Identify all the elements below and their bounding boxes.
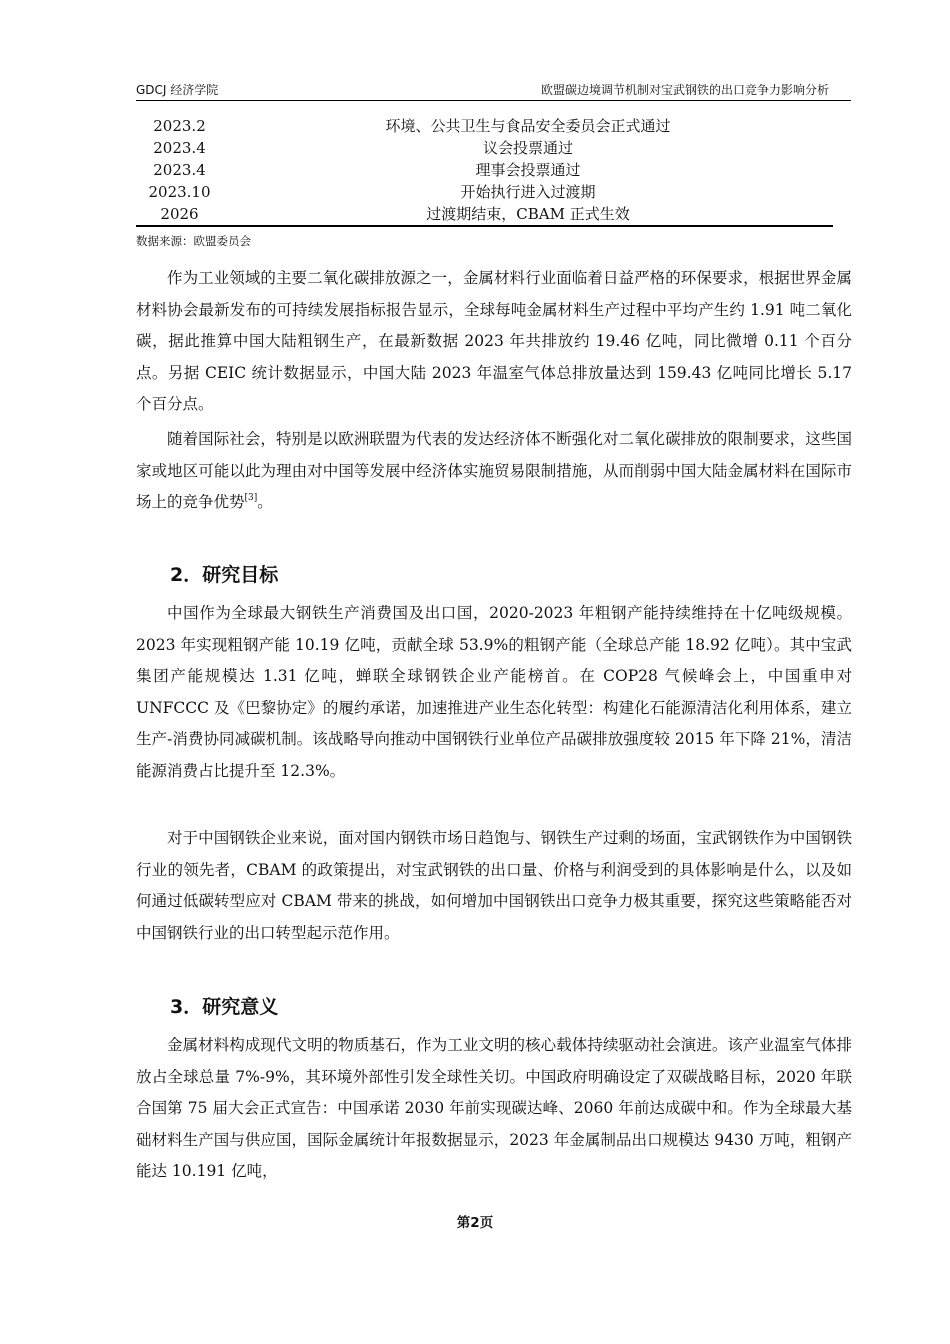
page-number: 第2页 [456, 1215, 494, 1231]
paragraph-trade-restrictions [136, 424, 852, 519]
timeline-date: 2026 [160, 205, 199, 223]
table-row [136, 115, 833, 137]
paragraph-metal-materials: 金属材料构成现代文明的物质基石，作为工业文明的核心载体持续驱动社会演进。该产业温室气体排放占全球总量 7%-9%，其环境外部性引发全球性关切。中国政府明确设定了双碳战略目标，2020 年联合国第 75 届大会正式宣告：中国承诺 2030 年前实现碳达峰、2060 年前达成碳中和。作为全球最大基础材料生产国与供应国，国际金属统计年报数据显示，2023 年金属制品出口规模达 9430 万吨，粗钢产能达 10.191 亿吨， [136, 1036, 852, 1180]
timeline-event: 议会投票通过 [482, 139, 573, 157]
paragraph-china-steel-capacity: 中国作为全球最大钢铁生产消费国及出口国，2020-2023 年粗钢产能持续维持在十亿吨级规模。2023 年实现粗钢产能 10.19 亿吨，贡献全球 53.9%的粗钢产能（全球总产能 18.92 亿吨）。其中宝武集团产能规模达 1.31 亿吨，蝉联全球钢铁企业产能榜首。在 COP28 气候峰会上，中国重申对 UNFCCC 及《巴黎协定》的履约承诺，加速推进产业生态化转型：构建化石能源清洁化利用体系，建立生产-消费协同减碳机制。该战略导向推动中国钢铁行业单位产品碳排放强度较 2015 年下降 21%，清洁能源消费占比提升至 12.3%。 [136, 604, 852, 780]
header-title: 欧盟碳边境调节机制对宝武钢铁的出口竞争力影响分析 [540, 83, 829, 97]
paragraph-emissions: 作为工业领域的主要二氧化碳排放源之一，金属材料行业面临着日益严格的环保要求，根据世界金属材料协会最新发布的可持续发展指标报告显示，全球每吨金属材料生产过程中平均产生约 1.91 吨二氧化碳，据此推算中国大陆粗钢生产，在最新数据 2023 年共排放约 19.46 亿吨，同比微增 0.11 个百分点。另据 CEIC 统计数据显示，中国大陆 2023 年温室气体总排放量达到 159.43 亿吨同比增长 5.17 个百分点。 [136, 269, 852, 413]
timeline-event: 过渡期结束，CBAM 正式生效 [426, 205, 630, 223]
timeline-event: 理事会投票通过 [475, 161, 581, 179]
table-row [136, 137, 833, 159]
table-row [136, 159, 833, 181]
table-row [136, 203, 833, 226]
cbam-timeline-table [136, 115, 833, 227]
table-row [136, 181, 833, 203]
section-heading-significance: 3．研究意义 [170, 996, 279, 1018]
paragraph-end: 。 [257, 493, 273, 511]
table-source-note: 数据来源：欧盟委员会 [136, 234, 251, 248]
section-heading-research-goals: 2．研究目标 [170, 564, 279, 586]
timeline-event: 开始执行进入过渡期 [460, 183, 596, 201]
timeline-date: 2023.2 [153, 117, 206, 135]
paragraph-text: 随着国际社会，特别是以欧洲联盟为代表的发达经济体不断强化对二氧化碳排放的限制要求，这些国家或地区可能以此为理由对中国等发展中经济体实施贸易限制措施，从而削弱中国大陆金属材料在国际市场上的竞争优势 [136, 430, 852, 511]
timeline-date: 2023.4 [153, 139, 206, 157]
paragraph-baowu-cbam: 对于中国钢铁企业来说，面对国内钢铁市场日趋饱与、钢铁生产过剩的场面，宝武钢铁作为中国钢铁行业的领先者，CBAM 的政策提出，对宝武钢铁的出口量、价格与利润受到的具体影响是什么，以及如何通过低碳转型应对 CBAM 带来的挑战，如何增加中国钢铁出口竞争力极其重要，探究这些策略能否对中国钢铁行业的出口转型起示范作用。 [136, 829, 852, 942]
header-institution: GDCJ 经济学院 [136, 83, 219, 97]
timeline-date: 2023.10 [148, 183, 211, 201]
page-header [136, 78, 851, 101]
timeline-date: 2023.4 [153, 161, 206, 179]
citation-ref: [3] [244, 493, 258, 503]
timeline-event: 环境、公共卫生与食品安全委员会正式通过 [385, 117, 671, 135]
